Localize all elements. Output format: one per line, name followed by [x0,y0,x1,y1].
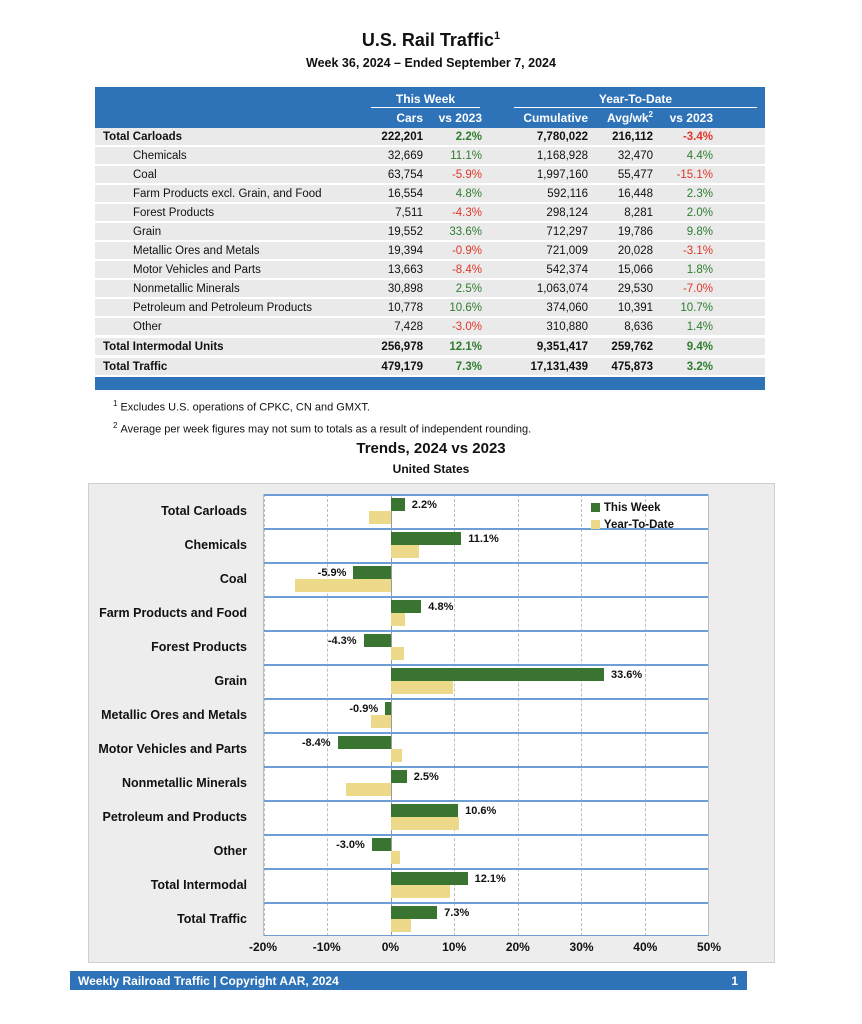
row-name: Total Traffic [103,360,168,373]
x-axis-tick-label: -10% [312,940,341,954]
cell-cars: 30,898 [387,282,423,295]
chart-category-label: Total Traffic [177,912,247,926]
bar-value-label: 2.2% [411,498,437,511]
this-week-bar [391,906,437,919]
cell-cumulative: 721,009 [546,244,588,257]
chart-category-label: Metallic Ores and Metals [101,708,247,722]
cell-cars: 63,754 [387,168,423,181]
bar-value-label: 2.5% [413,770,439,783]
cell-ytd-vs-2023: 9.8% [686,225,713,238]
this-week-bar [391,804,458,817]
year-to-date-bar [391,817,459,830]
bar-value-label: -4.3% [327,634,357,647]
footnote-2-text: Average per week figures may not sum to totals as a result of independent rounding. [120,423,532,436]
year-to-date-bar [369,511,391,524]
cell-week-vs-2023: 10.6% [449,301,482,314]
table-row [95,204,765,221]
cell-week-vs-2023: -3.0% [451,320,482,333]
table-header [95,87,765,128]
cell-cumulative: 7,780,022 [536,130,588,143]
column-header-cumulative: Cumulative [523,110,588,125]
cell-ytd-vs-2023: -15.1% [676,168,713,181]
group-header-this-week: This Week [371,92,480,108]
this-week-bar [353,566,390,579]
cell-avg-wk: 8,636 [624,320,653,333]
x-axis-tick-label: 40% [633,940,658,954]
footer-text: Weekly Railroad Traffic | Copyright AAR, 2024 [78,973,339,988]
row-separator-line [264,935,708,937]
page-title [0,30,862,51]
chart-category-label: Forest Products [151,640,247,654]
year-to-date-bar [391,613,406,626]
table-row [95,338,765,355]
cell-cumulative: 17,131,439 [530,360,588,373]
table-row [95,223,765,240]
cell-week-vs-2023: -8.4% [451,263,482,276]
year-to-date-bar [391,885,451,898]
bar-value-label: 33.6% [610,668,643,681]
table-body [95,128,765,375]
bar-value-label: -8.4% [301,736,331,749]
row-name: Grain [133,225,162,238]
cell-week-vs-2023: 2.2% [455,130,482,143]
x-axis-tick-label: 50% [696,940,722,954]
cell-cumulative: 542,374 [546,263,588,276]
chart-title: Trends, 2024 vs 2023 [356,440,506,457]
footnote-1 [113,399,531,414]
footnote-1-text: Excludes U.S. operations of CPKC, CN and GMXT. [120,401,370,414]
cell-cumulative: 712,297 [546,225,588,238]
row-name: Petroleum and Petroleum Products [133,301,312,314]
chart-category-label: Chemicals [184,538,247,552]
cell-ytd-vs-2023: 4.4% [686,149,713,162]
cell-cars: 19,552 [387,225,423,238]
cell-cars: 13,663 [387,263,423,276]
x-axis-tick-label: -20% [248,940,278,954]
row-name: Metallic Ores and Metals [133,244,260,257]
row-separator-line [264,834,708,836]
table-row [95,185,765,202]
chart-x-axis [248,940,722,960]
year-to-date-bar [391,647,404,660]
chart-category-label: Total Intermodal [150,878,247,892]
table-row [95,128,765,145]
cell-ytd-vs-2023: -7.0% [682,282,713,295]
row-name: Total Intermodal Units [103,340,224,353]
cell-avg-wk: 32,470 [617,149,653,162]
year-to-date-bar [391,681,453,694]
table-row [95,280,765,297]
chart-category-label: Other [213,844,247,858]
cell-cars: 16,554 [387,187,423,200]
cell-cars: 32,669 [387,149,423,162]
cell-cumulative: 1,168,928 [536,149,588,162]
zero-gridline [391,494,392,936]
cell-avg-wk: 10,391 [617,301,653,314]
avg-wk-label: Avg/wk [606,111,649,125]
this-week-bar [372,838,391,851]
cell-cars: 10,778 [387,301,423,314]
cell-avg-wk: 20,028 [617,244,653,257]
row-separator-line [264,630,708,632]
row-separator-line [264,562,708,564]
footnotes [113,399,531,442]
chart-category-labels [89,494,257,936]
this-week-bar [391,872,468,885]
year-to-date-bar [391,919,411,932]
cell-week-vs-2023: 33.6% [449,225,482,238]
chart-category-label: Total Carloads [161,504,247,518]
footnote-2 [113,421,531,436]
page-title-text: U.S. Rail Traffic [361,30,494,50]
footer-page-number: 1 [731,973,738,988]
gridline [645,494,646,936]
cell-cumulative: 310,880 [546,320,588,333]
row-name: Motor Vehicles and Parts [133,263,261,276]
row-separator-line [264,902,708,904]
bar-value-label: 7.3% [444,906,470,919]
legend-label: This Week [603,501,661,514]
gridline [708,494,709,936]
chart-category-label: Nonmetallic Minerals [121,776,247,790]
table-group-header-row [95,90,765,109]
cell-cars: 7,511 [395,206,423,219]
cell-week-vs-2023: -5.9% [451,168,482,181]
x-axis-tick-label: 20% [505,940,530,954]
document-header [0,30,862,70]
year-to-date-bar [295,579,391,592]
year-to-date-bar [346,783,390,796]
chart-legend [591,499,674,533]
column-header-cars: Cars [396,110,423,125]
x-axis-tick-label: 10% [442,940,467,954]
traffic-table [95,87,765,390]
cell-week-vs-2023: 11.1% [450,149,482,162]
gridline [264,494,265,936]
page-footer [70,971,747,990]
cell-avg-wk: 8,281 [624,206,653,219]
bar-value-label: 4.8% [428,600,454,613]
chart-plot-area [263,494,709,936]
table-row [95,147,765,164]
chart-category-label: Grain [214,674,247,688]
chart-category-label: Farm Products and Food [99,606,247,620]
chart-subtitle: United States [392,462,470,476]
gridline [581,494,582,936]
cell-week-vs-2023: 12.1% [449,340,482,353]
table-row [95,358,765,375]
trends-bar-chart [88,483,775,963]
cell-avg-wk: 19,786 [617,225,653,238]
cell-cars: 19,394 [387,244,423,257]
bar-value-label: -3.0% [336,838,365,851]
chart-category-label: Motor Vehicles and Parts [98,742,247,756]
page-subtitle: Week 36, 2024 – Ended September 7, 2024 [306,56,556,70]
row-separator-line [264,800,708,802]
cell-cars: 256,978 [381,340,423,353]
cell-ytd-vs-2023: 2.3% [686,187,713,200]
group-header-year-to-date: Year-To-Date [514,92,757,108]
cell-ytd-vs-2023: 1.4% [686,320,713,333]
cell-ytd-vs-2023: -3.1% [682,244,713,257]
row-separator-line [264,732,708,734]
cell-cars: 7,428 [394,320,423,333]
year-to-date-bar [391,851,400,864]
table-row [95,166,765,183]
gridline [518,494,519,936]
cell-avg-wk: 55,477 [617,168,653,181]
row-name: Chemicals [133,149,187,162]
row-name: Coal [133,168,157,181]
this-week-bar [391,532,461,545]
bar-value-label: 12.1% [474,872,506,885]
column-header-avg-wk [588,110,653,125]
table-row [95,242,765,259]
x-axis-tick-label: 30% [569,940,594,954]
cell-cars: 479,179 [381,360,423,373]
cell-cumulative: 1,063,074 [536,282,588,295]
cell-avg-wk: 475,873 [611,360,653,373]
row-separator-line [264,494,708,496]
row-separator-line [264,596,708,598]
column-header-week-vs-2023: vs 2023 [438,110,482,125]
cell-cumulative: 374,060 [546,301,588,314]
bar-value-label: -5.9% [317,566,347,579]
year-to-date-bar [391,749,402,762]
legend-swatch-icon [591,520,600,529]
legend-swatch-icon [591,503,600,512]
table-row [95,261,765,278]
row-name: Total Carloads [103,130,183,143]
cell-week-vs-2023: -0.9% [451,244,482,257]
table-bottom-bar [95,377,765,390]
cell-avg-wk: 15,066 [617,263,653,276]
cell-cumulative: 1,997,160 [536,168,588,181]
cell-ytd-vs-2023: 1.8% [686,263,713,276]
row-separator-line [264,766,708,768]
this-week-bar [385,702,391,715]
cell-week-vs-2023: 4.8% [455,187,482,200]
bar-value-label: 11.1% [468,532,499,545]
table-row [95,299,765,316]
legend-entry [591,499,674,516]
cell-avg-wk: 216,112 [612,130,653,143]
row-name: Farm Products excl. Grain, and Food [133,187,322,200]
this-week-bar [391,770,407,783]
bar-value-label: 10.6% [465,804,497,817]
this-week-bar [391,498,405,511]
year-to-date-bar [391,545,419,558]
this-week-bar [338,736,391,749]
row-name: Nonmetallic Minerals [133,282,240,295]
cell-ytd-vs-2023: 9.4% [686,340,713,353]
chart-header [0,440,862,476]
gridline [454,494,455,936]
legend-entry [591,516,674,533]
cell-cumulative: 298,124 [546,206,588,219]
cell-ytd-vs-2023: 3.2% [686,360,713,373]
cell-cars: 222,201 [381,130,423,143]
cell-cumulative: 9,351,417 [536,340,588,353]
page-title-footnote-marker: 1 [493,30,501,42]
cell-avg-wk: 16,448 [617,187,653,200]
legend-label: Year-To-Date [603,518,674,531]
row-separator-line [264,664,708,666]
cell-week-vs-2023: 7.3% [455,360,482,373]
footnote-1-marker: 1 [113,399,118,408]
cell-ytd-vs-2023: -3.4% [682,130,713,143]
gridline [327,494,328,936]
table-row [95,318,765,335]
cell-avg-wk: 29,530 [617,282,653,295]
cell-ytd-vs-2023: 2.0% [686,206,713,219]
row-separator-line [264,868,708,870]
row-name: Other [133,320,162,333]
chart-category-label: Coal [219,572,247,586]
cell-cumulative: 592,116 [547,187,588,200]
footnote-2-marker: 2 [113,420,118,430]
cell-week-vs-2023: 2.5% [455,282,482,295]
x-axis-tick-label: 0% [381,940,400,954]
this-week-bar [391,668,604,681]
bar-value-label: -0.9% [349,702,379,715]
row-separator-line [264,698,708,700]
column-header-ytd-vs-2023: vs 2023 [669,110,713,125]
cell-week-vs-2023: -4.3% [451,206,482,219]
year-to-date-bar [371,715,391,728]
row-name: Forest Products [133,206,215,219]
this-week-bar [364,634,391,647]
this-week-bar [391,600,421,613]
chart-category-label: Petroleum and Products [102,810,247,824]
cell-avg-wk: 259,762 [611,340,653,353]
avg-wk-footnote-marker: 2 [648,110,653,119]
table-column-header-row [95,109,765,128]
cell-ytd-vs-2023: 10.7% [680,301,713,314]
